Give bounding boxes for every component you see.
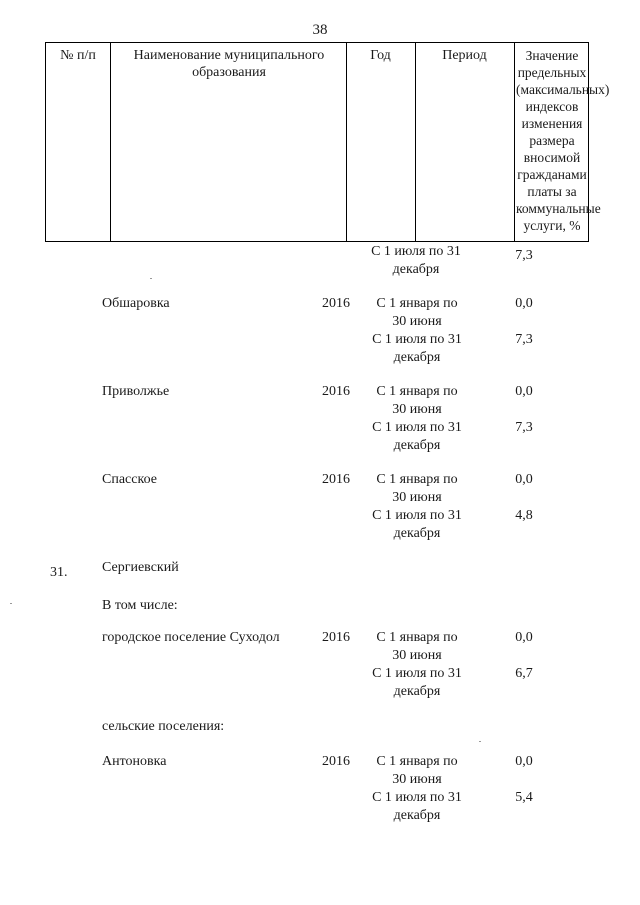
row-year-antonovka: 2016 [322,754,350,769]
value-privolzhye-2: 7,3 [515,420,533,435]
label-in-total: В том числе: [102,598,178,613]
header-num: № п/п [60,48,96,63]
header-period: Период [442,48,487,63]
row-year-privolzhye: 2016 [322,384,350,399]
value-privolzhye-1: 0,0 [515,384,533,399]
scan-speck [479,741,481,742]
value-obsharovka-2: 7,3 [515,332,533,347]
row-name-obsharovka: Обшаровка [102,296,170,311]
period-privolzhye-1: С 1 января по 30 июня [376,384,458,417]
row-num-sergievsky: 31. [50,565,68,580]
period-sukhodol-1: С 1 января по 30 июня [376,630,458,663]
value-antonovka-2: 5,4 [515,790,533,805]
header-value: Значение предельных (максимальных) индексов изменения размера вносимой гражданами платы за коммунальные услуги, % [516,48,610,233]
header-name: Наименование муниципального образования [133,48,325,80]
value-antonovka-1: 0,0 [515,754,533,769]
period-spasskoe-2: С 1 июля по 31 декабря [372,508,462,541]
scan-speck [10,603,12,604]
value-spasskoe-1: 0,0 [515,472,533,487]
header-year: Год [370,48,391,63]
row-name-privolzhye: Приволжье [102,384,170,399]
row-name-spasskoe: Спасское [102,472,157,487]
value-obsharovka-1: 0,0 [515,296,533,311]
period-cont: С 1 июля по 31 декабря [371,244,461,277]
period-obsharovka-1: С 1 января по 30 июня [376,296,458,329]
row-name-antonovka: Антоновка [102,754,167,769]
row-year-sukhodol: 2016 [322,630,350,645]
row-name-sukhodol: городское поселение Суходол [102,630,280,645]
table-header [45,42,610,242]
label-rural: сельские поселения: [102,719,225,734]
period-sukhodol-2: С 1 июля по 31 декабря [372,666,462,699]
row-year-spasskoe: 2016 [322,472,350,487]
period-antonovka-2: С 1 июля по 31 декабря [372,790,462,823]
row-year-obsharovka: 2016 [322,296,350,311]
value-sukhodol-2: 6,7 [515,666,533,681]
period-antonovka-1: С 1 января по 30 июня [376,754,458,787]
scan-speck [150,278,152,279]
value-cont: 7,3 [515,248,533,263]
page-number: 38 [312,22,328,38]
value-sukhodol-1: 0,0 [515,630,533,645]
period-privolzhye-2: С 1 июля по 31 декабря [372,420,462,453]
value-spasskoe-2: 4,8 [515,508,533,523]
period-spasskoe-1: С 1 января по 30 июня [376,472,458,505]
period-obsharovka-2: С 1 июля по 31 декабря [372,332,462,365]
row-name-sergievsky: Сергиевский [102,560,179,575]
